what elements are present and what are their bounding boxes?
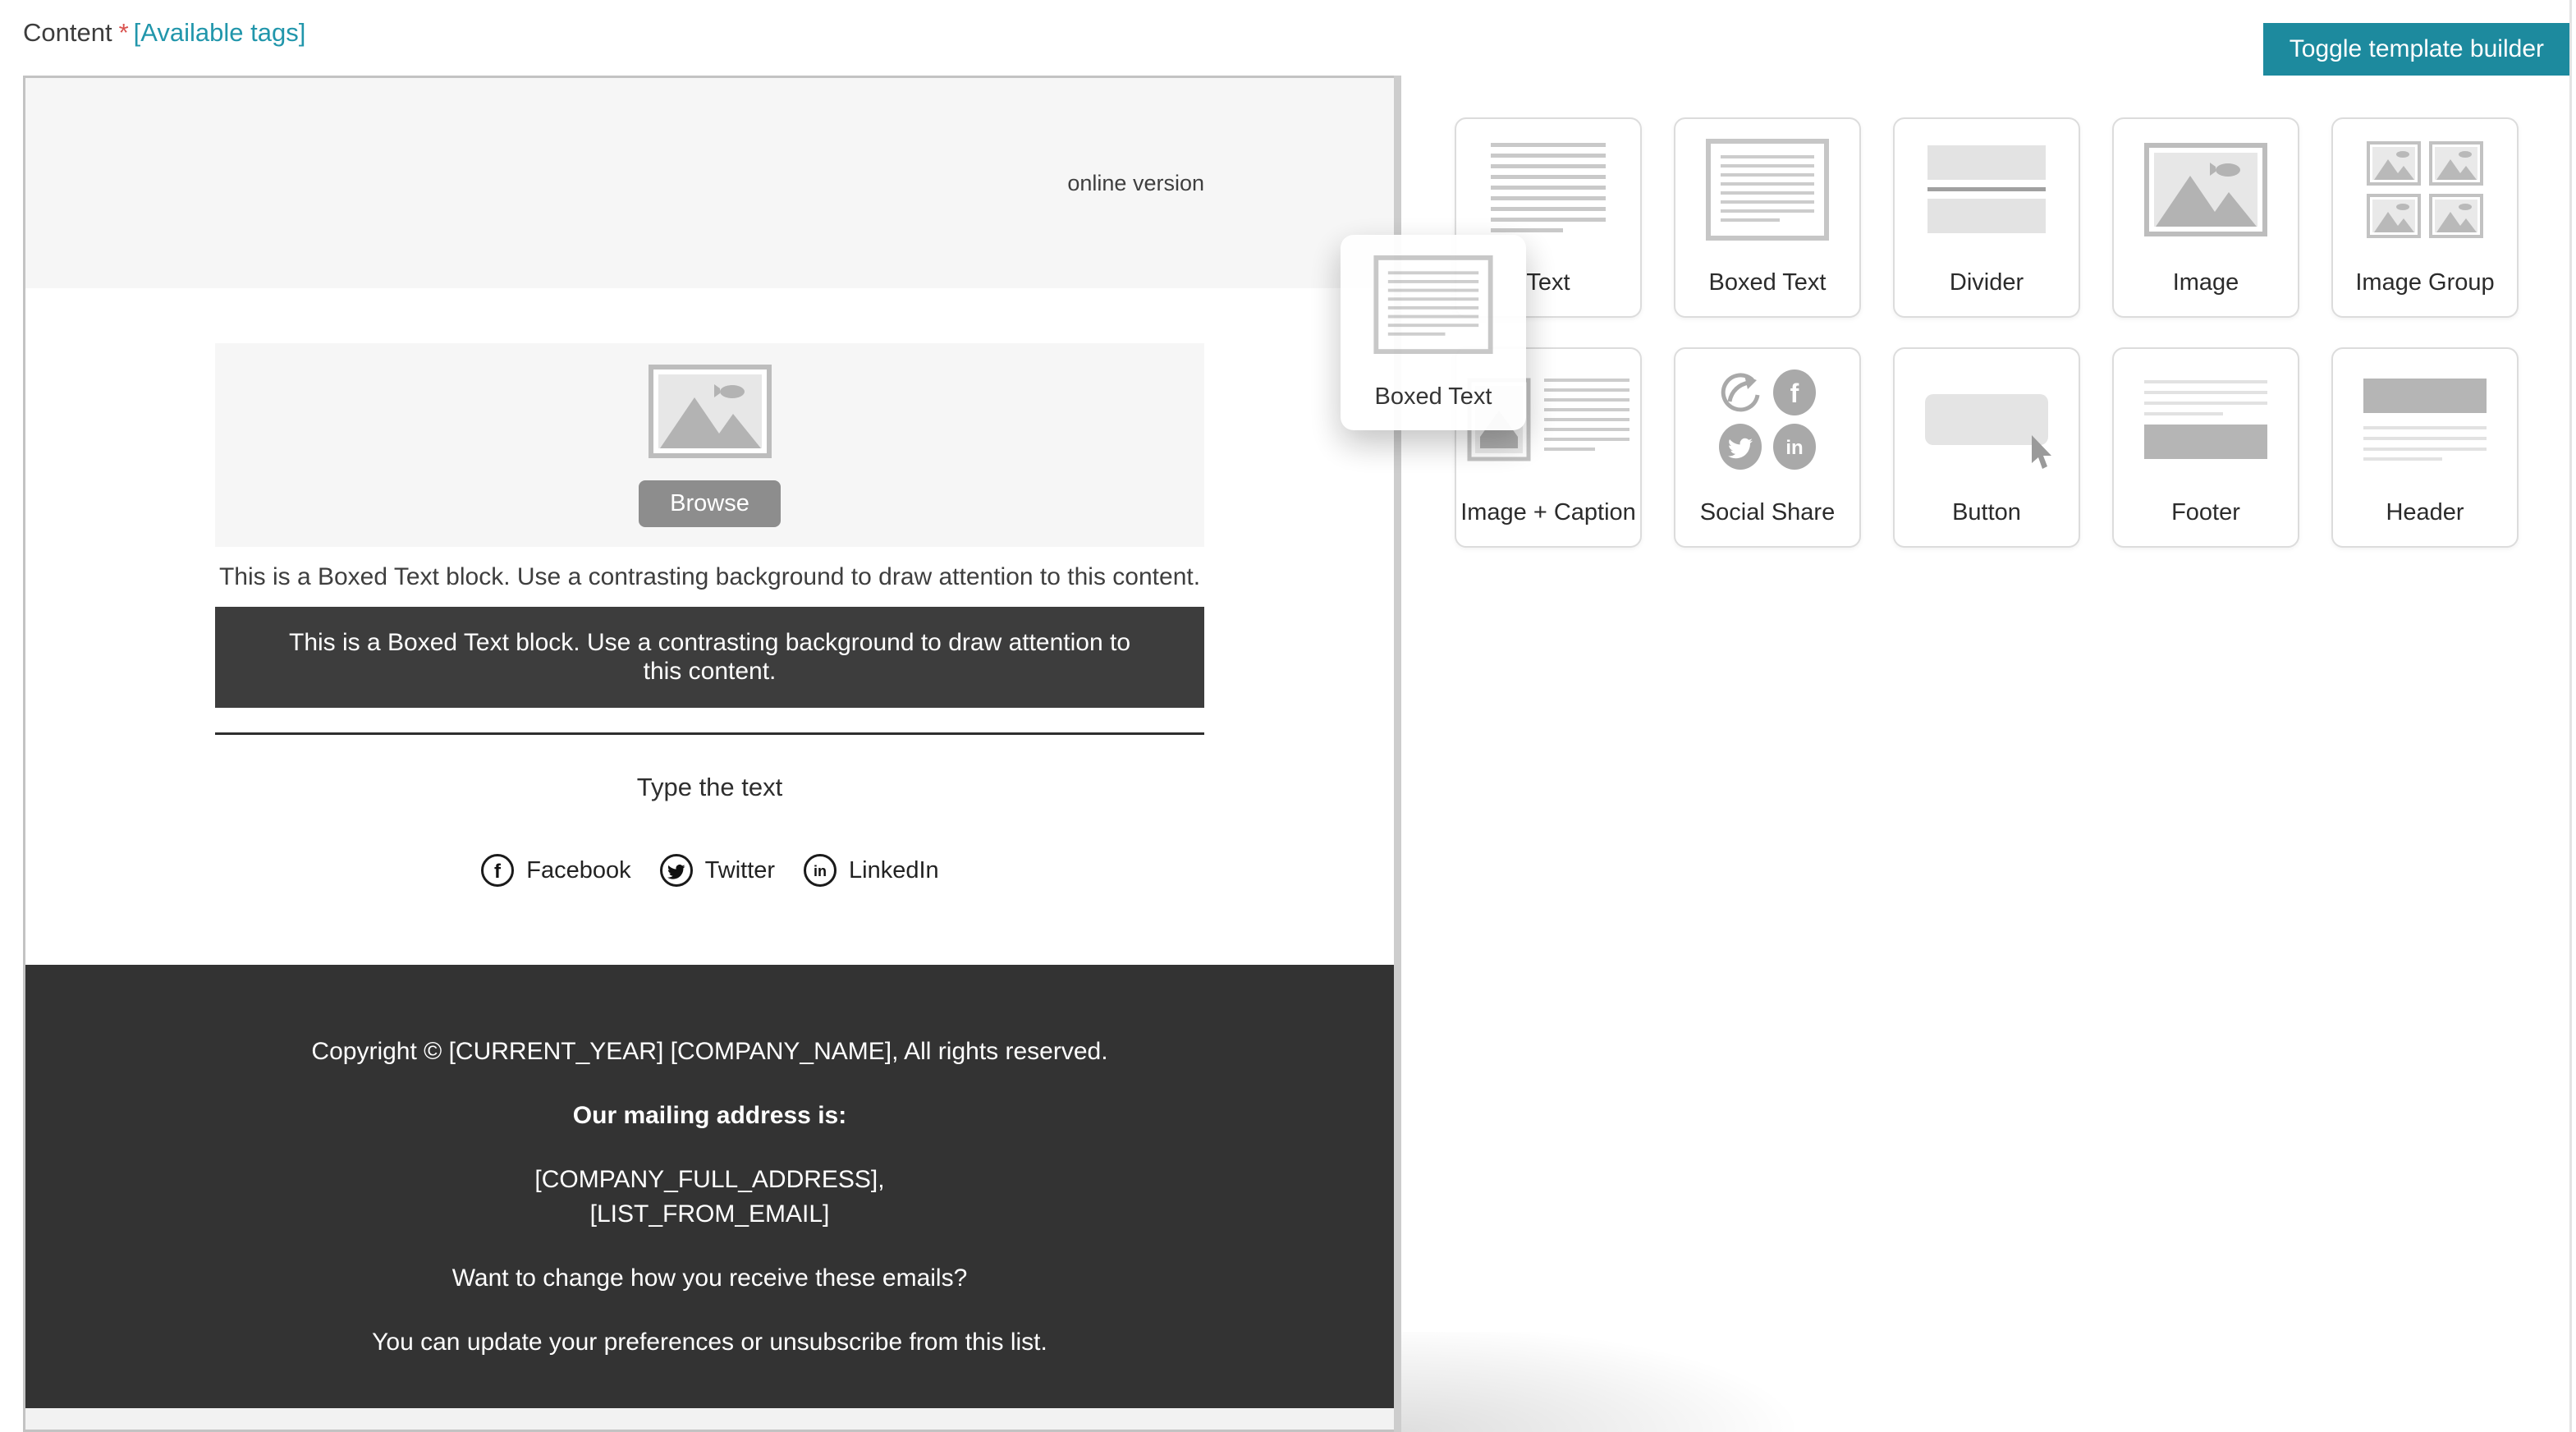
image-icon xyxy=(2114,119,2298,260)
button-icon xyxy=(1895,349,2079,490)
boxed-text-icon xyxy=(1341,235,1526,374)
facebook-label: Facebook xyxy=(526,856,631,884)
dragged-block-boxed-text[interactable] xyxy=(1341,235,1526,430)
twitter-label: Twitter xyxy=(704,856,776,884)
block-label: Button xyxy=(1952,499,2021,526)
image-upload-block[interactable] xyxy=(215,343,1204,547)
linkedin-badge-icon xyxy=(1772,424,1817,470)
divider-icon xyxy=(1895,119,2079,260)
footer-address-line2: [LIST_FROM_EMAIL] xyxy=(589,1200,830,1228)
bottom-drop-shadow xyxy=(1401,1332,1828,1432)
email-footer-block[interactable] xyxy=(25,965,1394,1408)
block-card-footer[interactable] xyxy=(2112,347,2299,548)
footer-icon xyxy=(2114,349,2298,490)
twitter-share-link[interactable] xyxy=(659,853,775,888)
browse-button[interactable]: Browse xyxy=(639,480,781,527)
facebook-share-link[interactable] xyxy=(480,853,630,888)
image-placeholder-icon xyxy=(649,365,772,458)
content-field-label xyxy=(23,18,305,48)
share-arrow-icon xyxy=(1717,369,1763,415)
block-label: Image xyxy=(2172,269,2239,296)
content-label-text: Content xyxy=(23,18,112,47)
linkedin-label: LinkedIn xyxy=(849,856,939,884)
block-card-button[interactable] xyxy=(1893,347,2080,548)
block-card-image-group[interactable] xyxy=(2331,117,2519,318)
cursor-icon xyxy=(2028,435,2060,473)
block-label: Footer xyxy=(2171,499,2240,526)
linkedin-icon xyxy=(803,853,837,888)
block-label: Boxed Text xyxy=(1708,269,1827,296)
linkedin-share-link[interactable] xyxy=(803,853,939,888)
block-card-divider[interactable] xyxy=(1893,117,2080,318)
footer-address-line1: [COMPANY_FULL_ADDRESS], xyxy=(534,1166,885,1194)
divider-block[interactable] xyxy=(215,732,1204,735)
boxed-text-block-dark[interactable]: This is a Boxed Text block. Use a contrasting background to draw attention to this content. xyxy=(215,607,1204,709)
email-preheader-band xyxy=(25,78,1394,288)
footer-change-line: Want to change how you receive these emails? xyxy=(451,1264,968,1292)
svg-text:f: f xyxy=(494,861,502,884)
footer-update-line: You can update your preferences or unsubscribe from this list. xyxy=(372,1329,1047,1356)
social-share-icon xyxy=(1675,349,1859,490)
boxed-text-block-light[interactable]: This is a Boxed Text block. Use a contrasting background to draw attention to this content. xyxy=(218,563,1201,590)
facebook-badge-icon xyxy=(1772,369,1817,415)
block-label: Divider xyxy=(1949,269,2024,296)
twitter-icon xyxy=(659,853,694,888)
available-tags-link[interactable]: [Available tags] xyxy=(133,18,306,47)
page-right-edge-line xyxy=(2569,0,2572,1432)
block-label: Image Group xyxy=(2355,269,2495,296)
header-icon xyxy=(2333,349,2517,490)
social-share-block xyxy=(215,853,1204,888)
online-version-link[interactable]: online version xyxy=(1067,170,1204,195)
block-label: Boxed Text xyxy=(1374,383,1492,410)
required-asterisk: * xyxy=(118,18,129,47)
svg-text:in: in xyxy=(1785,437,1804,459)
block-card-social-share[interactable] xyxy=(1674,347,1861,548)
boxed-text-icon xyxy=(1675,119,1859,260)
block-card-boxed-text[interactable] xyxy=(1674,117,1861,318)
text-block[interactable]: Type the text xyxy=(636,773,783,802)
svg-text:f: f xyxy=(1790,379,1799,408)
toggle-template-builder-button[interactable]: Toggle template builder xyxy=(2263,23,2570,76)
block-label: Image + Caption xyxy=(1460,499,1636,526)
svg-text:in: in xyxy=(814,863,827,880)
twitter-badge-icon xyxy=(1717,424,1763,470)
block-label: Text xyxy=(1526,269,1570,296)
email-preview-pane xyxy=(23,76,1396,1432)
post-footer-strip xyxy=(25,1408,1394,1432)
image-group-icon xyxy=(2333,119,2517,260)
email-content-column xyxy=(215,288,1204,888)
footer-mailing-heading: Our mailing address is: xyxy=(572,1102,847,1130)
facebook-icon xyxy=(480,853,515,888)
block-label: Social Share xyxy=(1699,499,1836,526)
block-label: Header xyxy=(2386,499,2464,526)
block-card-header[interactable] xyxy=(2331,347,2519,548)
footer-copyright: Copyright © [CURRENT_YEAR] [COMPANY_NAME], All rights reserved. xyxy=(311,1038,1108,1066)
block-card-image[interactable] xyxy=(2112,117,2299,318)
